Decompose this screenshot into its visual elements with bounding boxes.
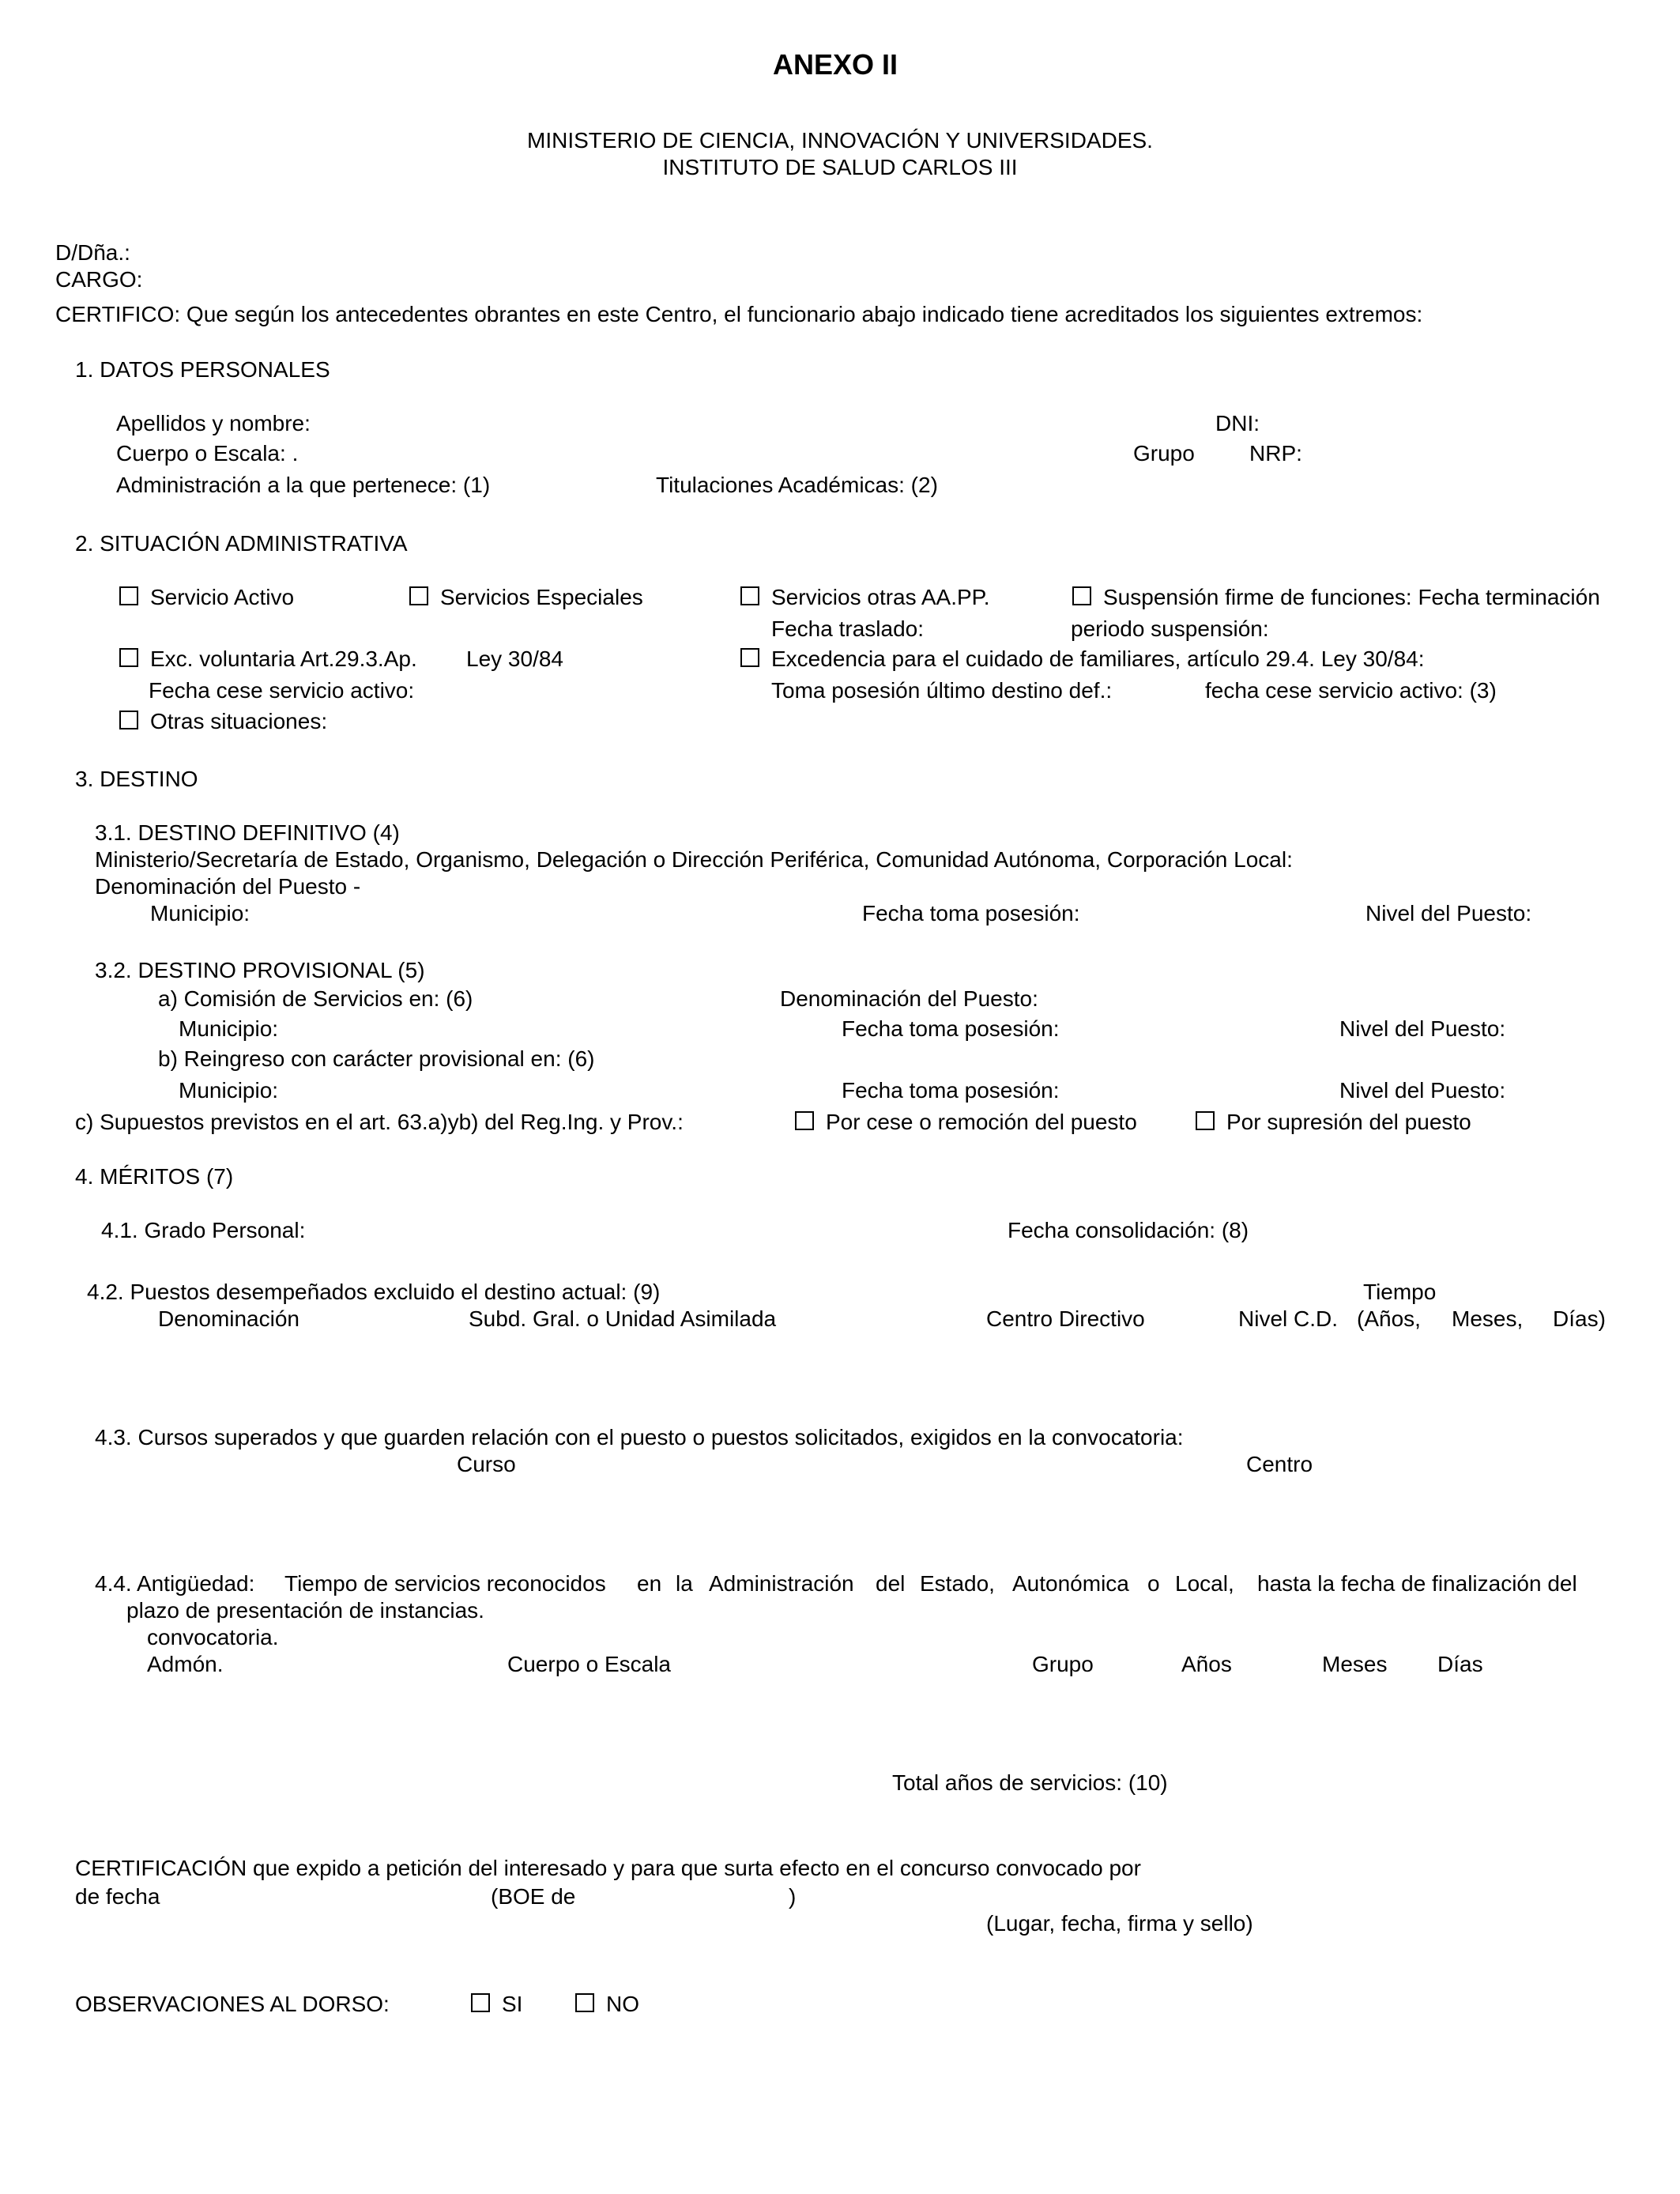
cargo-label: CARGO:	[55, 267, 143, 292]
section-destino-heading: 3. DESTINO	[75, 767, 198, 791]
grupo-label: Grupo	[1133, 441, 1195, 466]
boe-close-paren: )	[789, 1884, 797, 1909]
exc-voluntaria-label: Exc. voluntaria Art.29.3.Ap.	[150, 647, 417, 671]
excedencia-label: Excedencia para el cuidado de familiares, artículo 29.4. Ley 30/84:	[771, 647, 1425, 671]
antiguedad-word: Local,	[1175, 1571, 1234, 1596]
fecha-toma-a-label: Fecha toma posesión:	[842, 1016, 1060, 1041]
antiguedad-word: Autonómica	[1012, 1571, 1129, 1596]
titulaciones-label: Titulaciones Académicas: (2)	[656, 473, 938, 497]
total-anos-label: Total años de servicios: (10)	[892, 1770, 1168, 1795]
antiguedad-word: la	[676, 1571, 693, 1596]
certificacion-statement: CERTIFICACIÓN que expido a petición del interesado y para que surta efecto en el concurso convocado por	[75, 1856, 1141, 1880]
municipio-a-label: Municipio:	[179, 1016, 279, 1041]
servicios-otras-checkbox[interactable]	[740, 586, 759, 605]
suspension-label: Suspensión firme de funciones: Fecha terminación	[1103, 585, 1600, 609]
ministerio-label: Ministerio/Secretaría de Estado, Organismo, Delegación o Dirección Periférica, Comunidad Autónoma, Corporación Local:	[95, 847, 1293, 872]
page-title: ANEXO II	[773, 48, 898, 81]
destino-definitivo-heading: 3.1. DESTINO DEFINITIVO (4)	[95, 820, 400, 845]
exc-voluntaria-checkbox[interactable]	[119, 648, 138, 667]
cese-remocion-checkbox[interactable]	[795, 1111, 814, 1130]
fecha-traslado-label: Fecha traslado:	[771, 616, 924, 641]
reingreso-label: b) Reingreso con carácter provisional en: (6)	[158, 1046, 595, 1071]
lugar-fecha-firma-label: (Lugar, fecha, firma y sello)	[986, 1911, 1253, 1936]
excedencia-checkbox[interactable]	[740, 648, 759, 667]
otras-situaciones-label: Otras situaciones:	[150, 709, 328, 733]
col-denominacion: Denominación	[158, 1306, 299, 1331]
cese-remocion-label: Por cese o remoción del puesto	[826, 1110, 1137, 1134]
col-dias: Días)	[1553, 1306, 1606, 1331]
col-nivel-cd: Nivel C.D.	[1238, 1306, 1339, 1331]
antiguedad-word: Estado,	[920, 1571, 995, 1596]
supuestos-label: c) Supuestos previstos en el art. 63.a)yb) del Reg.Ing. y Prov.:	[75, 1110, 684, 1134]
suspension-checkbox[interactable]	[1072, 586, 1091, 605]
comision-label: a) Comisión de Servicios en: (6)	[158, 986, 473, 1011]
otras-situaciones-checkbox[interactable]	[119, 711, 138, 729]
convocatoria-label: convocatoria.	[147, 1625, 279, 1649]
col-subd-gral: Subd. Gral. o Unidad Asimilada	[469, 1306, 777, 1331]
nrp-label: NRP:	[1249, 441, 1302, 466]
col-meses: Meses,	[1452, 1306, 1524, 1331]
destino-provisional-heading: 3.2. DESTINO PROVISIONAL (5)	[95, 958, 425, 982]
fecha-cese-label: Fecha cese servicio activo:	[149, 678, 415, 703]
antiguedad-word: hasta la fecha de finalización del	[1257, 1571, 1577, 1596]
tiempo-label: Tiempo	[1363, 1280, 1437, 1304]
cuerpo-escala-label: Cuerpo o Escala: .	[116, 441, 299, 466]
antiguedad-word: en	[637, 1571, 662, 1596]
observaciones-no-checkbox[interactable]	[575, 1993, 594, 2012]
col-anos-antiguedad: Años	[1181, 1652, 1232, 1676]
section-meritos-heading: 4. MÉRITOS (7)	[75, 1164, 234, 1189]
servicio-activo-checkbox[interactable]	[119, 586, 138, 605]
servicios-especiales-label: Servicios Especiales	[440, 585, 643, 609]
col-centro: Centro	[1246, 1452, 1313, 1476]
antiguedad-word: o	[1147, 1571, 1160, 1596]
servicio-activo-label: Servicio Activo	[150, 585, 295, 609]
grado-personal-label: 4.1. Grado Personal:	[101, 1218, 306, 1242]
institute-name: INSTITUTO DE SALUD CARLOS III	[662, 155, 1018, 179]
supresion-label: Por supresión del puesto	[1226, 1110, 1471, 1134]
nivel-puesto-b-label: Nivel del Puesto:	[1339, 1078, 1506, 1103]
toma-posesion-label: Toma posesión último destino def.:	[771, 678, 1113, 703]
fecha-toma-label: Fecha toma posesión:	[862, 901, 1080, 925]
municipio-label: Municipio:	[150, 901, 250, 925]
observaciones-si-checkbox[interactable]	[471, 1993, 490, 2012]
observaciones-label: OBSERVACIONES AL DORSO:	[75, 1992, 390, 2016]
plazo-label: plazo de presentación de instancias.	[126, 1598, 484, 1623]
observaciones-si-label: SI	[502, 1992, 523, 2016]
de-fecha-label: de fecha	[75, 1884, 160, 1909]
fecha-consolidacion-label: Fecha consolidación: (8)	[1008, 1218, 1249, 1242]
col-grupo: Grupo	[1032, 1652, 1094, 1676]
fecha-toma-b-label: Fecha toma posesión:	[842, 1078, 1060, 1103]
nivel-puesto-a-label: Nivel del Puesto:	[1339, 1016, 1506, 1041]
antiguedad-label: 4.4. Antigüedad:	[95, 1571, 255, 1596]
antiguedad-word: del	[876, 1571, 906, 1596]
ley-label: Ley 30/84	[466, 647, 563, 671]
nivel-puesto-label: Nivel del Puesto:	[1365, 901, 1532, 925]
col-curso: Curso	[457, 1452, 516, 1476]
dni-label: DNI:	[1215, 411, 1260, 435]
observaciones-no-label: NO	[606, 1992, 639, 2016]
fecha-cese-3-label: fecha cese servicio activo: (3)	[1205, 678, 1497, 703]
col-anos: (Años,	[1357, 1306, 1421, 1331]
certifico-statement: CERTIFICO: Que según los antecedentes obrantes en este Centro, el funcionario abajo indicado tiene acreditados los siguientes extremos:	[55, 302, 1423, 326]
col-cuerpo-escala: Cuerpo o Escala	[507, 1652, 672, 1676]
boe-label: (BOE de	[491, 1884, 576, 1909]
administracion-label: Administración a la que pertenece: (1)	[116, 473, 491, 497]
dona-label: D/Dña.:	[55, 240, 130, 265]
denominacion-puesto-label: Denominación del Puesto -	[95, 874, 361, 899]
col-admon: Admón.	[147, 1652, 224, 1676]
col-dias-antiguedad: Días	[1437, 1652, 1483, 1676]
puestos-desempenados-label: 4.2. Puestos desempeñados excluido el destino actual: (9)	[87, 1280, 661, 1304]
apellidos-label: Apellidos y nombre:	[116, 411, 311, 435]
periodo-suspension-label: periodo suspensión:	[1071, 616, 1269, 641]
antiguedad-word: Administración	[709, 1571, 854, 1596]
antiguedad-word: Tiempo de servicios reconocidos	[284, 1571, 606, 1596]
denominacion-provisional-label: Denominación del Puesto:	[780, 986, 1038, 1011]
ministry-name: MINISTERIO DE CIENCIA, INNOVACIÓN Y UNIVERSIDADES.	[527, 128, 1153, 153]
cursos-label: 4.3. Cursos superados y que guarden relación con el puesto o puestos solicitados, exigidos en la convocatoria:	[95, 1425, 1184, 1449]
municipio-b-label: Municipio:	[179, 1078, 279, 1103]
section-situacion-heading: 2. SITUACIÓN ADMINISTRATIVA	[75, 531, 408, 556]
servicios-otras-label: Servicios otras AA.PP.	[771, 585, 990, 609]
servicios-especiales-checkbox[interactable]	[409, 586, 428, 605]
col-meses-antiguedad: Meses	[1322, 1652, 1388, 1676]
col-centro-directivo: Centro Directivo	[986, 1306, 1145, 1331]
section-datos-personales-heading: 1. DATOS PERSONALES	[75, 357, 330, 382]
supresion-checkbox[interactable]	[1196, 1111, 1215, 1130]
